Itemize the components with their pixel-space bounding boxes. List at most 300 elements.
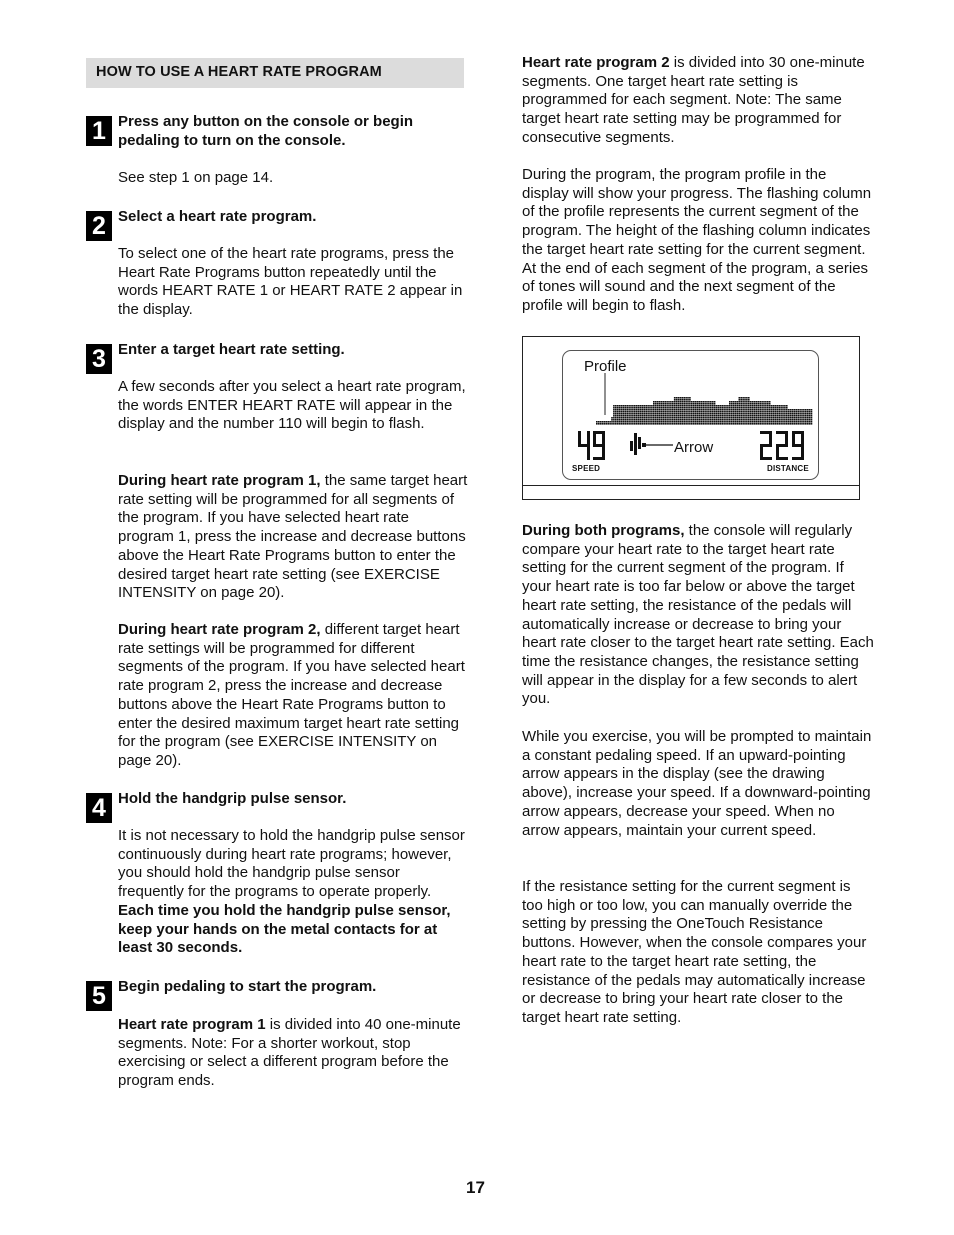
profile-dot [731, 405, 733, 407]
profile-dot [794, 411, 796, 413]
profile-dot [691, 405, 693, 407]
profile-dot [731, 419, 733, 421]
profile-dot [697, 409, 699, 411]
profile-dot [737, 403, 739, 405]
profile-dot [758, 417, 760, 419]
profile-dot [729, 415, 731, 417]
profile-dot [758, 411, 760, 413]
profile-dot [701, 419, 703, 421]
profile-dot [712, 403, 714, 405]
profile-dot [691, 409, 693, 411]
profile-dot [790, 415, 792, 417]
profile-dot [737, 411, 739, 413]
profile-dot [759, 405, 761, 407]
step-3-hr1-paragraph [118, 472, 468, 603]
profile-dot [651, 417, 653, 419]
profile-dot [661, 419, 663, 421]
profile-dot [630, 423, 632, 425]
profile-dot [623, 405, 625, 407]
profile-dot [797, 409, 799, 411]
profile-dot [718, 411, 720, 413]
profile-dot [661, 415, 663, 417]
profile-dot [769, 403, 771, 405]
profile-dot [663, 405, 665, 407]
profile-dot [788, 409, 790, 411]
profile-dot [767, 419, 769, 421]
profile-dot [714, 413, 716, 415]
profile-dot [685, 407, 687, 409]
profile-dot [765, 411, 767, 413]
profile-dot [737, 405, 739, 407]
profile-dot [664, 419, 666, 421]
profile-dot [740, 413, 742, 415]
profile-dot [721, 417, 723, 419]
profile-dot [754, 413, 756, 415]
profile-dot [784, 411, 786, 413]
profile-dot [807, 421, 809, 423]
profile-dot [799, 415, 801, 417]
profile-dot [718, 419, 720, 421]
profile-dot [642, 419, 644, 421]
right-paragraph-1 [522, 54, 874, 148]
profile-dot [733, 421, 735, 423]
profile-dot [790, 413, 792, 415]
profile-dot [765, 419, 767, 421]
profile-dot [723, 407, 725, 409]
profile-dot [678, 419, 680, 421]
profile-dot [752, 417, 754, 419]
profile-dot [638, 421, 640, 423]
profile-dot [706, 403, 708, 405]
profile-dot [731, 423, 733, 425]
profile-dot [668, 407, 670, 409]
profile-dot [691, 411, 693, 413]
profile-dot [809, 419, 811, 421]
profile-dot [797, 413, 799, 415]
profile-dot [636, 415, 638, 417]
profile-dot [805, 417, 807, 419]
profile-dot [737, 401, 739, 403]
profile-dot [716, 407, 718, 409]
profile-dot [775, 405, 777, 407]
profile-dot [799, 419, 801, 421]
profile-dot [710, 407, 712, 409]
profile-dot [765, 415, 767, 417]
profile-dot [758, 419, 760, 421]
profile-dot [661, 407, 663, 409]
profile-dot [782, 419, 784, 421]
profile-dot [636, 405, 638, 407]
profile-dot [632, 409, 634, 411]
profile-dot [647, 413, 649, 415]
profile-dot [718, 409, 720, 411]
profile-dot [664, 417, 666, 419]
profile-dot [740, 417, 742, 419]
profile-dot [636, 421, 638, 423]
right-paragraph-1-lead: Heart rate program 2 [522, 54, 670, 71]
profile-dot [689, 407, 691, 409]
profile-dot [780, 411, 782, 413]
profile-dot [600, 423, 602, 425]
profile-dot [746, 423, 748, 425]
profile-dot [769, 421, 771, 423]
profile-dot [777, 421, 779, 423]
profile-dot [746, 413, 748, 415]
profile-dot [666, 421, 668, 423]
profile-dot [678, 423, 680, 425]
profile-dot [754, 401, 756, 403]
profile-dot [778, 413, 780, 415]
profile-dot [701, 421, 703, 423]
profile-dot [763, 401, 765, 403]
console-display-figure [522, 336, 860, 500]
profile-dot [647, 411, 649, 413]
profile-dot [712, 401, 714, 403]
profile-dot [613, 413, 615, 415]
profile-dot [670, 411, 672, 413]
profile-dot [676, 409, 678, 411]
profile-dot [701, 417, 703, 419]
profile-dot [769, 405, 771, 407]
profile-dot [742, 415, 744, 417]
profile-dot [733, 415, 735, 417]
profile-dot [699, 419, 701, 421]
profile-dot [657, 415, 659, 417]
profile-dot [640, 421, 642, 423]
profile-dot [778, 423, 780, 425]
profile-dot [763, 411, 765, 413]
profile-dot [731, 403, 733, 405]
step-4-number: 4 [86, 793, 112, 823]
profile-dot [801, 411, 803, 413]
profile-dot [640, 415, 642, 417]
profile-dot [780, 413, 782, 415]
profile-dot [758, 405, 760, 407]
profile-dot [640, 423, 642, 425]
profile-dot [613, 415, 615, 417]
profile-dot [780, 421, 782, 423]
profile-dot [625, 419, 627, 421]
profile-dot [723, 423, 725, 425]
profile-dot [803, 419, 805, 421]
profile-dot [761, 405, 763, 407]
profile-dot [769, 419, 771, 421]
profile-dot [767, 405, 769, 407]
profile-dot [676, 403, 678, 405]
profile-dot [664, 403, 666, 405]
profile-dot [803, 415, 805, 417]
profile-dot [771, 409, 773, 411]
arrow-up-icon [630, 433, 646, 455]
profile-dot [636, 419, 638, 421]
profile-dot [632, 411, 634, 413]
profile-dot [687, 399, 689, 401]
profile-dot [628, 407, 630, 409]
profile-dot [666, 415, 668, 417]
profile-dot [642, 415, 644, 417]
profile-dot [735, 407, 737, 409]
profile-dot [740, 409, 742, 411]
profile-dot [619, 421, 621, 423]
profile-dot [625, 413, 627, 415]
profile-dot [678, 415, 680, 417]
profile-dot [729, 409, 731, 411]
profile-dot [683, 407, 685, 409]
profile-dot [763, 421, 765, 423]
profile-dot [632, 417, 634, 419]
profile-dot [742, 423, 744, 425]
profile-dot [811, 417, 813, 419]
profile-dot [737, 419, 739, 421]
profile-dot [664, 407, 666, 409]
profile-dot [691, 421, 693, 423]
profile-dot [645, 409, 647, 411]
profile-dot [685, 423, 687, 425]
profile-dot [803, 411, 805, 413]
profile-dot [697, 407, 699, 409]
profile-dot [626, 419, 628, 421]
profile-dot [729, 411, 731, 413]
profile-dot [799, 413, 801, 415]
profile-dot [740, 415, 742, 417]
profile-dot [739, 423, 741, 425]
profile-dot [748, 413, 750, 415]
profile-dot [759, 421, 761, 423]
profile-dot [619, 417, 621, 419]
profile-dot [695, 403, 697, 405]
profile-dot [655, 407, 657, 409]
profile-dot [708, 407, 710, 409]
step-1-number: 1 [86, 116, 112, 146]
profile-dot [750, 405, 752, 407]
profile-dot [797, 411, 799, 413]
profile-dot [763, 415, 765, 417]
profile-dot [634, 415, 636, 417]
profile-dot [672, 409, 674, 411]
profile-dot [653, 419, 655, 421]
profile-dot [699, 423, 701, 425]
profile-dot [742, 399, 744, 401]
profile-dot [796, 421, 798, 423]
profile-dot [737, 409, 739, 411]
profile-dot [651, 405, 653, 407]
profile-dot [754, 417, 756, 419]
profile-dot [710, 413, 712, 415]
profile-dot [769, 423, 771, 425]
profile-dot [712, 405, 714, 407]
profile-dot [748, 405, 750, 407]
profile-dot [773, 411, 775, 413]
profile-dot [763, 419, 765, 421]
profile-dot [752, 415, 754, 417]
profile-dot [685, 419, 687, 421]
profile-dot [746, 405, 748, 407]
profile-dot [683, 411, 685, 413]
profile-dot [702, 413, 704, 415]
profile-dot [630, 415, 632, 417]
profile-dot [653, 415, 655, 417]
profile-dot [744, 403, 746, 405]
profile-dot [729, 417, 731, 419]
profile-dot [739, 413, 741, 415]
profile-dot [720, 421, 722, 423]
profile-dot [767, 421, 769, 423]
profile-dot [797, 415, 799, 417]
profile-dot [651, 413, 653, 415]
profile-dot [626, 423, 628, 425]
profile-dot [756, 417, 758, 419]
profile-dot [767, 423, 769, 425]
profile-dot [754, 403, 756, 405]
profile-dot [735, 415, 737, 417]
profile-dot [780, 417, 782, 419]
profile-dot [794, 423, 796, 425]
profile-dot [706, 423, 708, 425]
profile-dot [691, 417, 693, 419]
profile-dot [712, 415, 714, 417]
profile-dot [744, 401, 746, 403]
profile-dot [737, 413, 739, 415]
profile-dot [676, 399, 678, 401]
profile-dot [628, 423, 630, 425]
profile-dot [758, 403, 760, 405]
profile-dot [733, 403, 735, 405]
profile-dot [691, 419, 693, 421]
profile-dot [655, 419, 657, 421]
profile-dot [759, 407, 761, 409]
profile-dot [771, 405, 773, 407]
distance-digits [760, 431, 804, 460]
profile-dot [683, 401, 685, 403]
profile-dot [617, 413, 619, 415]
profile-dot [689, 409, 691, 411]
profile-dot [714, 403, 716, 405]
profile-dot [691, 423, 693, 425]
profile-dot [756, 403, 758, 405]
profile-dot [710, 405, 712, 407]
profile-dot [702, 415, 704, 417]
profile-dot [754, 419, 756, 421]
profile-dot [710, 419, 712, 421]
profile-dot [693, 411, 695, 413]
profile-dot [767, 411, 769, 413]
profile-dot [761, 415, 763, 417]
profile-dot [634, 405, 636, 407]
profile-dot [674, 405, 676, 407]
profile-dot [659, 413, 661, 415]
profile-dot [693, 405, 695, 407]
profile-dot [710, 417, 712, 419]
profile-dot [742, 403, 744, 405]
profile-dot [670, 409, 672, 411]
profile-dot [668, 401, 670, 403]
profile-dot [742, 411, 744, 413]
profile-dot [716, 409, 718, 411]
step-4-body-bold: Each time you hold the handgrip pulse sensor, keep your hands on the metal contacts for at least 30 seconds. [118, 901, 451, 957]
profile-dot [613, 417, 615, 419]
profile-dot [626, 421, 628, 423]
profile-dot [811, 423, 813, 425]
profile-dot [752, 411, 754, 413]
profile-dot [737, 417, 739, 419]
profile-dot [777, 415, 779, 417]
profile-dot [683, 399, 685, 401]
profile-dot [759, 413, 761, 415]
profile-dot [676, 407, 678, 409]
profile-dot [714, 407, 716, 409]
profile-dot [625, 411, 627, 413]
step-4-heading: Hold the handgrip pulse sensor. [118, 790, 347, 807]
profile-dot [735, 401, 737, 403]
profile-dot [668, 411, 670, 413]
profile-dot [687, 405, 689, 407]
profile-dot [763, 403, 765, 405]
profile-dot [691, 401, 693, 403]
profile-dot [685, 403, 687, 405]
profile-dot [668, 409, 670, 411]
profile-dot [731, 413, 733, 415]
profile-dot [676, 405, 678, 407]
profile-dot [663, 421, 665, 423]
profile-dot [740, 401, 742, 403]
profile-dot [740, 405, 742, 407]
profile-dot [748, 423, 750, 425]
profile-dot [799, 423, 801, 425]
profile-dot [727, 423, 729, 425]
profile-dot [750, 421, 752, 423]
profile-dot [733, 419, 735, 421]
profile-dot [613, 407, 615, 409]
profile-dot [792, 415, 794, 417]
profile-dot [680, 411, 682, 413]
right-paragraph-5: If the resistance setting for the current segment is too high or too low, you can manually override the setting by pressing the OneTouch Resistance buttons. However, when the console compares your heart rate to the target heart rate setting, the resistance of the pedals may automatically increase or decrease to bring your heart rate closer to the target heart rate setting. [522, 878, 867, 1026]
profile-dot [615, 413, 617, 415]
profile-dot [739, 419, 741, 421]
profile-dot [712, 409, 714, 411]
profile-dot [721, 407, 723, 409]
profile-dot [659, 423, 661, 425]
profile-dot [619, 423, 621, 425]
profile-dot [782, 407, 784, 409]
profile-dot [701, 413, 703, 415]
profile-dot [647, 419, 649, 421]
profile-dot [625, 415, 627, 417]
profile-dot [778, 419, 780, 421]
profile-dot [754, 411, 756, 413]
profile-dot [758, 409, 760, 411]
profile-dot [615, 421, 617, 423]
profile-dot [727, 407, 729, 409]
profile-dot [723, 415, 725, 417]
profile-dot [706, 407, 708, 409]
profile-dot [729, 401, 731, 403]
profile-dot [670, 405, 672, 407]
profile-dot [797, 419, 799, 421]
profile-dot [642, 405, 644, 407]
profile-dot [740, 419, 742, 421]
profile-dot [670, 423, 672, 425]
profile-dot [771, 419, 773, 421]
profile-dot [657, 409, 659, 411]
profile-dot [737, 423, 739, 425]
profile-dot [653, 407, 655, 409]
profile-dot [731, 407, 733, 409]
profile-dot [701, 409, 703, 411]
profile-dot [765, 423, 767, 425]
profile-dot [672, 413, 674, 415]
profile-dot [778, 405, 780, 407]
profile-dot [661, 417, 663, 419]
